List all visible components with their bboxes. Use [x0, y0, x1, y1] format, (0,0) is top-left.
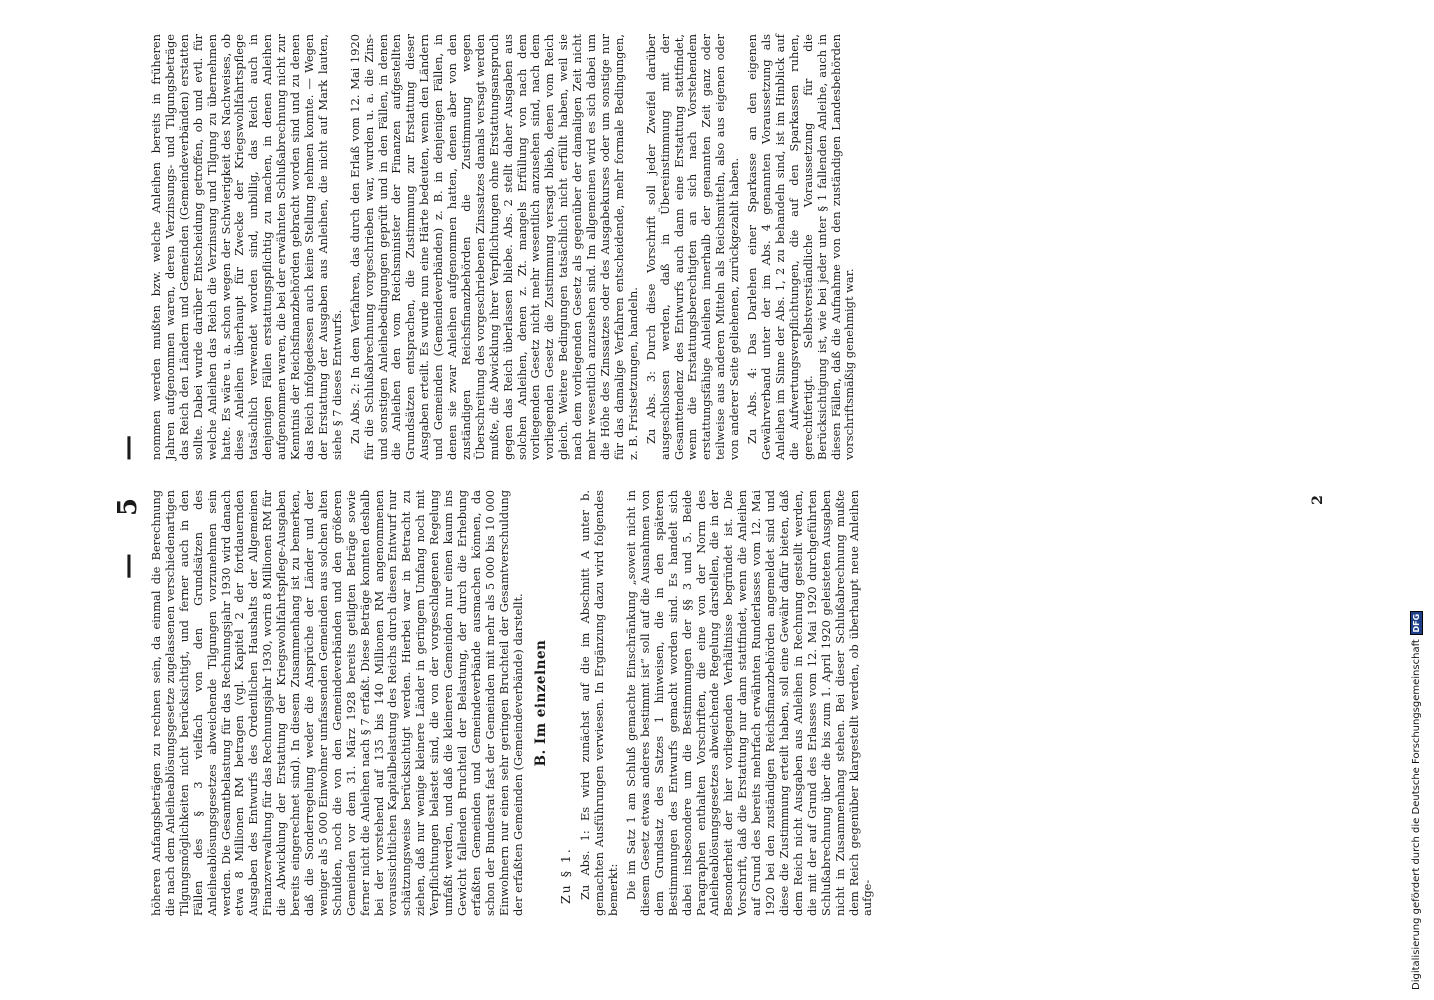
left-column [150, 490, 879, 916]
right-column [150, 34, 861, 460]
page-header [113, 40, 153, 960]
digitization-text: Digitalisierung gefördert durch die Deutsche Forschungsgemeinschaft [1411, 639, 1422, 990]
paragraph: höheren Anfangsbeträgen zu rechnen sein, da einmal die Berechnung die nach dem Anleiheablösungsgesetze zugelassenen verschiedenartigen Tilgungsmöglichkeiten nicht berücksichtigt, und ferner auch in den Fällen des § 3 vielfach von den Grundsätzen des Anleiheablösungsgesetzes abweichende Tilgungen vorzunehmen sein werden. Die Gesamtbelastung für das Rechnungsjahr 1930 wird danach etwa 8 Millionen RM betragen (vgl. Kapitel 2 der fortdauernden Ausgaben des Entwurfs des Ordentlichen Haushalts der Allgemeinen Finanzverwaltung für das Rechnungsjahr 1930, worin 8 Millionen RM für die Abwicklung der Erstattung der Kriegswohlfahrtspflege-Ausgaben bereits eingerechnet sind). In diesem Zusammenhang ist zu bemerken, daß die Sonderregelung weder die Ansprüche der Länder und der weniger als 5 000 Einwohner umfassenden Gemeinden aus solchen alten Schulden, noch die von den Gemeindeverbänden und den größeren Gemeinden vor dem 31. März 1928 bereits getilgten Beträge sowie ferner nicht die Anleihen nach § 7 erfaßt. Diese Beträge konnten deshalb bei der vorstehend auf 135 bis 140 Millionen RM angenommenen voraussichtlichen Kapitalbelastung des Reichs durch diesen Entwurf nur schätzungsweise berücksichtigt werden. Hierbei war in Betracht zu ziehen, daß nur wenige kleinere Länder in geringem Umfang noch mit Verpflichtungen belastet sind, die von der vorgeschlagenen Regelung umfaßt werden, und daß die kleineren Gemeinden nur einen kaum ins Gewicht fallenden Bruchteil der Belastung, der durch die Erhebung erfaßten Gemeinden und Gemeindeverbände ausmachen können, da schon der Bundesrat fast der Gemeinden mit mehr als 5 000 bis 10 000 Einwohnern nur einen sehr geringen Bruchteil der Gesamtverschuldung der erfaßten Gemeinden (Gemeindeverbände) darstellt. [149, 490, 525, 916]
paragraph: nommen werden mußten bzw. welche Anleihen bereits in früheren Jahren aufgenommen waren, deren Verzinsungs- und Tilgungsbeträge das Reich den Ländern und Gemeinden (Gemeindeverbänden) erstatten sollte. Dabei wurde darüber Entscheidung getroffen, ob und evtl. für welche Anleihen das Reich die Verzinsung und Tilgung zu übernehmen hatte. Es wäre u. a. schon wegen der Schwierigkeit des Nachweises, ob diese Anleihen überhaupt für Zwecke der Kriegswohlfahrtspflege tatsächlich verwendet worden sind, unbillig, das Reich auch in denjenigen Fällen erstattungspflichtig zu machen, in denen Anleihen aufgenommen waren, die bei der erwähnten Schlußabrechnung nicht zur Kenntnis der Reichsfinanzbehörden gebracht worden sind und zu denen das Reich infolgedessen auch keine Stellung nehmen konnte. — Wegen der Erstattung der Ausgaben aus Anleihen, die nicht auf Mark lauten, siehe § 7 dieses Entwurfs. [149, 34, 344, 460]
page-number: — 5 — [113, 420, 143, 580]
paragraph: Die im Satz 1 am Schluß gemachte Einschränkung „soweit nicht in diesem Gesetz etwas anderes bestimmt ist“ soll auf die Ausnahmen von dem Grundsatz des Satzes 1 hinweisen, die in den späteren Bestimmungen des Entwurfs gemacht worden sind. Es handelt sich dabei insbesondere um die Bestimmungen der §§ 3 und 5. Beide Paragraphen enthalten Vorschriften, die eine von der Norm des Anleiheablösungsgesetzes abweichende Regelung darstellen, die in der Besonderheit der hier vorliegenden Verhältnisse begründet ist. Die Vorschrift, daß die Erstattung nur dann stattfindet, wenn die Anleihen auf Grund des bereits mehrfach erwähnten Runderlasses vom 12. Mai 1920 bei den zuständigen Reichsfinanzbehörden angemeldet sind und diese die Zustimmung erteilt haben, soll eine Gewähr dafür bieten, daß dem Reich nicht Ausgaben aus Anleihen in Rechnung gestellt werden, die mit der auf Grund des Erlasses vom 12. Mai 1920 durchgeführten Schlußabrechnung über die bis zum 1. April 1920 geleisteten Ausgaben nicht in Zusammenhang stehen. Bei dieser Schlußabrechnung mußte dem Reich gegenüber klargestellt werden, ob überhaupt neue Anleihen aufge- [624, 490, 875, 916]
paragraph: Zu Abs. 3: Durch diese Vorschrift soll jeder Zweifel darüber ausgeschlossen werden, daß in Übereinstimmung mit der Gesamttendenz des Entwurfs auch dann eine Erstattung stattfindet, wenn die Erstattungsberechtigten an sich nach Vorstehendem erstattungsfähige Anleihen innerhalb der genannten Zeit ganz oder teilweise aus anderen Mitteln als Reichsmitteln, also aus eigenen oder von anderer Seite geliehenen, zurückgezahlt haben. [643, 34, 742, 460]
digitization-note [1410, 611, 1423, 990]
subsection-heading: Zu § 1. [558, 847, 574, 904]
paragraph: Zu Abs. 4: Das Darlehen einer Sparkasse an den eigenen Gewährverband unter der im Abs. 4 genannten Voraussetzung als Anleihen im Sinne der Abs. 1, 2 zu behandeln sind, ist im Hinblick auf die Aufwertungsverpflichtungen, die auf den Sparkassen ruhen, gerechtfertigt. Selbstverständliche Voraussetzung für die Berücksichtigung ist, wie bei jeder unter § 1 fallenden Anleihe, auch in diesen Fällen, daß die Aufnahme von den zuständigen Landesbehörden vorschriftsmäßig genehmigt war. [745, 34, 857, 460]
paragraph: Zu Abs. 2: In dem Verfahren, das durch den Erlaß vom 12. Mai 1920 für die Schlußabrechnung vorgeschrieben war, wurden u. a. die Zins- und sonstigen Anleihebedingungen geprüft und in den Fällen, in denen die Anleihen den vom Reichsminister der Finanzen aufgestellten Grundsätzen entsprachen, die Zustimmung zur Erstattung dieser Ausgaben erteilt. Es wurde nun eine Härte bedeuten, wenn den Ländern und Gemeinden (Gemeindeverbänden) z. B. in denjenigen Fällen, in denen sie zwar Anleihen aufgenommen hatten, denen aber von den zuständigen Reichsfinanzbehörden die Zustimmung wegen Überschreitung des vorgeschriebenen Zinssatzes damals versagt werden mußte, die Abwicklung ihrer Verpflichtungen ohne Erstattungsanspruch gegen das Reich überlassen bliebe. Abs. 2 stellt daher Ausgaben aus solchen Anleihen, denen z. Zt. mangels Erfüllung von nach dem vorliegenden Gesetz nicht mehr wesentlich anzusehen sind, nach dem vorliegenden Gesetz die Zustimmung versagt blieb, denen vom Reich gleich. Weitere Bedingungen tatsächlich nicht erfüllt haben, weil sie nach dem vorliegenden Gesetz als gegenüber der damaligen Zeit nicht mehr wesentlich anzusehen sind. Im allgemeinen wird es sich dabei um die Höhe des Zinssatzes oder des Ausgabekurses oder um sonstige nur für das damalige Verfahren entscheidende, mehr formale Bedingungen, z. B. Fristsetzungen, handeln. [347, 34, 640, 460]
dfg-logo: DFG [1410, 611, 1423, 635]
paragraph: Zu Abs. 1: Es wird zunächst auf die im Abschnitt A unter b. gemachten Ausführungen verwiesen. In Ergänzung dazu wird folgendes bemerkt: [578, 490, 621, 916]
section-heading: B. Im einzelnen [533, 639, 550, 767]
sheet-number: 2 [1310, 495, 1326, 505]
